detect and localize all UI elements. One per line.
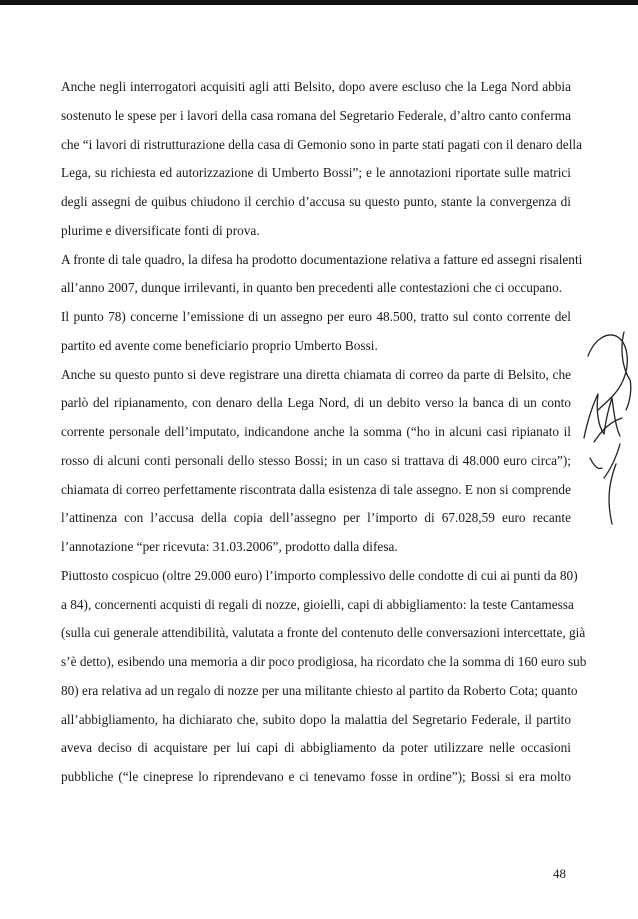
text-line: l’annotazione “per ricevuta: 31.03.2006”, prodotto dalla difesa. bbox=[61, 539, 398, 554]
text-line: sostenuto le spese per i lavori della casa romana del Segretario Federale, d’altro canto conferma bbox=[61, 107, 571, 123]
text-line: plurime e diversificate fonti di prova. bbox=[61, 222, 260, 238]
text-line: Anche negli interrogatori acquisiti agli atti Belsito, dopo avere escluso che la Lega Nord abbia bbox=[61, 79, 571, 94]
text-line: (sulla cui generale attendibilità, valutata a fronte del contenuto delle conversazioni intercettate, già bbox=[61, 625, 586, 641]
text-line: partito ed avente come beneficiario proprio Umberto Bossi. bbox=[61, 337, 378, 353]
text-line: parlò del ripianamento, con denaro della Lega Nord, di un debito verso la banca di un conto bbox=[61, 395, 571, 411]
page-number: 48 bbox=[553, 866, 566, 881]
text-line: rosso di alcuni conti personali dello stesso Bossi; in un caso si trattava di 48.000 euro circa”); bbox=[61, 452, 571, 468]
top-border-rule bbox=[0, 0, 638, 5]
text-line: s’è detto), esibendo una memoria a dir poco prodigiosa, ha ricordato che la somma di 160 euro sub bbox=[61, 654, 587, 669]
text-line: aveva deciso di acquistare per lui capi di abbigliamento da poter utilizzare nelle occasioni bbox=[61, 740, 571, 756]
text-line: all’abbigliamento, ha dichiarato che, subito dopo la malattia del Segretario Federale, il partito bbox=[61, 711, 571, 727]
text-line: Piuttosto cospicuo (oltre 29.000 euro) l’importo complessivo delle condotte di cui ai punti da 80) bbox=[61, 567, 578, 583]
handwritten-signature bbox=[576, 318, 634, 528]
text-line: Lega, su richiesta ed autorizzazione di Umberto Bossi”; e le annotazioni riportate sulle matrici bbox=[61, 165, 571, 181]
text-line: A fronte di tale quadro, la difesa ha prodotto documentazione relativa a fatture ed assegni risalenti bbox=[61, 251, 583, 267]
text-line: pubbliche (“le cineprese lo riprendevano e ci tenevamo fosse in ordine”); Bossi si era molto bbox=[61, 769, 571, 784]
text-line: all’anno 2007, dunque irrilevanti, in quanto ben precedenti alle contestazioni che ci occupano. bbox=[61, 280, 563, 296]
text-line: chiamata di correo perfettamente riscontrata dalla esistenza di tale assegno. E non si comprende bbox=[61, 481, 571, 497]
text-line: Il punto 78) concerne l’emissione di un assegno per euro 48.500, tratto sul conto corrente del bbox=[61, 309, 571, 324]
document-body bbox=[61, 73, 587, 792]
text-line: Anche su questo punto si deve registrare una diretta chiamata di correo da parte di Belsito, che bbox=[61, 366, 571, 382]
text-line: a 84), concernenti acquisti di regali di nozze, gioielli, capi di abbigliamento: la teste Cantamessa bbox=[61, 596, 574, 612]
text-line: che “i lavori di ristrutturazione della casa di Gemonio sono in parte stati pagati con il denaro della bbox=[61, 136, 582, 152]
text-line: corrente personale dell’imputato, indicandone anche la somma (“ho in alcuni casi ripianato il bbox=[61, 424, 571, 439]
text-line: degli assegni de quibus chiudono il cerchio d’accusa su questo punto, stante la convergenza di bbox=[61, 194, 571, 209]
text-line: l’attinenza con l’accusa della copia dell’assegno per l’importo di 67.028,59 euro recante bbox=[61, 510, 571, 526]
text-line: 80) era relativa ad un regalo di nozze per una militante chiesto al partito da Roberto Cota; quanto bbox=[61, 682, 578, 698]
